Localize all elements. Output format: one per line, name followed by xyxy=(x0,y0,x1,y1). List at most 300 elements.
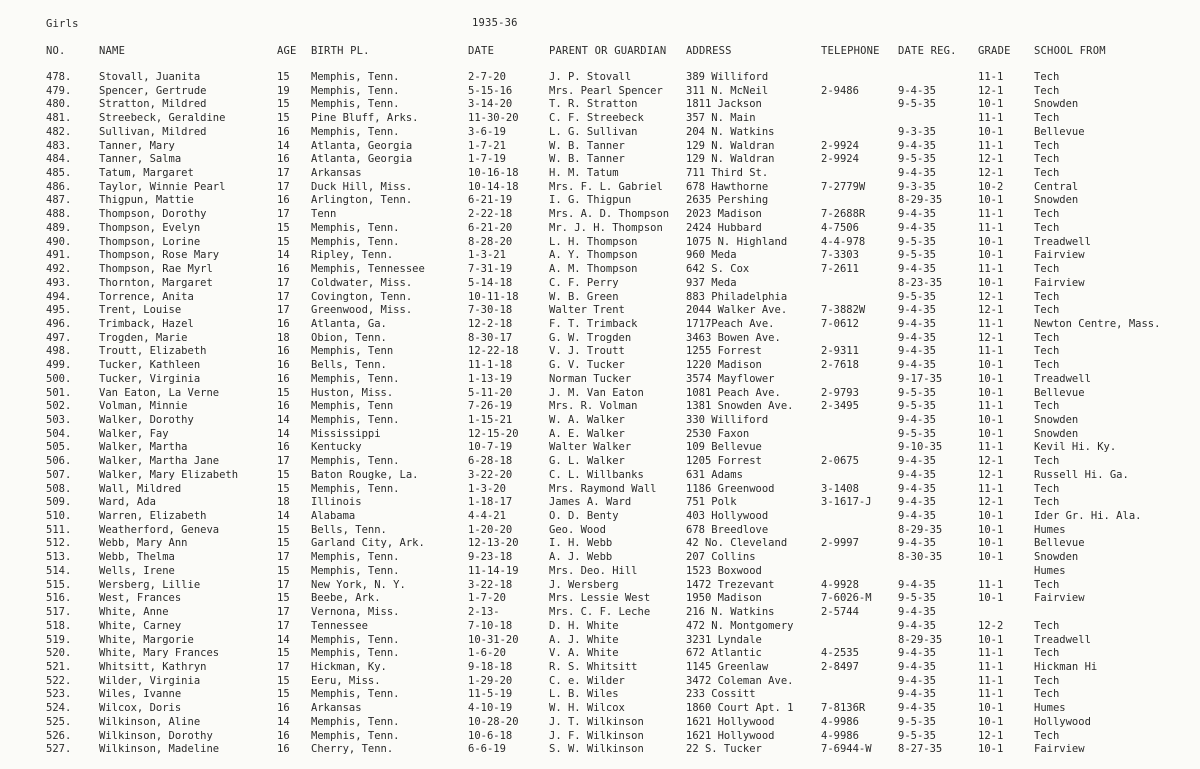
address: 2530 Faxon xyxy=(686,427,750,440)
address: 883 Philadelphia xyxy=(686,290,788,303)
student-age: 17 xyxy=(277,455,290,468)
row-number: 515. xyxy=(46,578,72,591)
student-name: West, Frances xyxy=(99,592,182,605)
row-number: 495. xyxy=(46,304,72,317)
parent-guardian: A. J. Webb xyxy=(549,551,613,564)
date-registered: 9-4-35 xyxy=(898,345,936,358)
school-from: Fairview xyxy=(1034,276,1085,289)
student-name: Taylor, Winnie Pearl xyxy=(99,180,226,193)
student-name: Troutt, Elizabeth xyxy=(99,345,207,358)
table-row xyxy=(0,85,1200,99)
student-age: 18 xyxy=(277,331,290,344)
table-row xyxy=(0,661,1200,675)
date-registered: 8-29-35 xyxy=(898,633,943,646)
col-age-header: AGE xyxy=(277,45,297,57)
parent-guardian: C. e. Wilder xyxy=(549,674,625,687)
date-registered: 9-5-35 xyxy=(898,427,936,440)
student-age: 14 xyxy=(277,139,290,152)
parent-guardian: I. G. Thigpun xyxy=(549,194,632,207)
row-number: 516. xyxy=(46,592,72,605)
row-number: 486. xyxy=(46,180,72,193)
birth-date: 7-26-19 xyxy=(468,400,513,413)
date-registered: 9-4-35 xyxy=(898,139,936,152)
col-name-header: NAME xyxy=(99,45,126,57)
birth-place: Memphis, Tenn. xyxy=(311,71,400,83)
student-age: 14 xyxy=(277,715,290,728)
address: 1205 Forrest xyxy=(686,455,762,468)
parent-guardian: R. S. Whitsitt xyxy=(549,660,638,673)
school-from: Treadwell xyxy=(1034,235,1091,248)
school-from: Tech xyxy=(1034,167,1060,180)
student-age: 15 xyxy=(277,482,290,495)
table-row xyxy=(0,98,1200,112)
table-row xyxy=(0,208,1200,222)
birth-date: 11-14-19 xyxy=(468,564,519,577)
parent-guardian: D. H. White xyxy=(549,619,619,632)
student-age: 15 xyxy=(277,235,290,248)
birth-place: Eeru, Miss. xyxy=(311,674,381,687)
parent-guardian: Walter Trent xyxy=(549,304,625,317)
student-name: Stratton, Mildred xyxy=(99,98,207,111)
grade: 10-1 xyxy=(978,427,1004,440)
telephone: 3-1617-J xyxy=(821,496,872,509)
date-registered: 9-4-35 xyxy=(898,578,936,591)
address: 960 Meda xyxy=(686,249,737,262)
student-age: 15 xyxy=(277,647,290,660)
birth-date: 7-30-18 xyxy=(468,304,513,317)
date-registered: 9-4-35 xyxy=(898,702,936,715)
birth-date: 9-18-18 xyxy=(468,660,513,673)
birth-date: 1-3-20 xyxy=(468,482,506,495)
student-age: 16 xyxy=(277,702,290,715)
date-registered: 9-5-35 xyxy=(898,386,936,399)
school-from: Tech xyxy=(1034,139,1060,152)
table-row xyxy=(0,71,1200,85)
school-from: Snowden xyxy=(1034,194,1079,207)
grade: 11-1 xyxy=(978,441,1004,454)
grade: 10-1 xyxy=(978,414,1004,426)
parent-guardian: T. R. Stratton xyxy=(549,98,638,111)
birth-date: 1-6-20 xyxy=(468,647,506,660)
school-from: Snowden xyxy=(1034,551,1079,564)
address: 1075 N. Highland xyxy=(686,235,788,248)
table-row xyxy=(0,373,1200,387)
col-grade-header: GRADE xyxy=(978,45,1011,57)
row-number: 493. xyxy=(46,276,72,289)
grade: 11-1 xyxy=(978,139,1004,152)
birth-date: 2-22-18 xyxy=(468,208,513,221)
grade: 10-1 xyxy=(978,702,1004,715)
school-from: Humes xyxy=(1034,564,1066,577)
table-row xyxy=(0,126,1200,140)
table-row xyxy=(0,730,1200,744)
birth-date: 1-20-20 xyxy=(468,523,513,536)
address: 937 Meda xyxy=(686,276,737,289)
birth-place: Atlanta, Ga. xyxy=(311,317,387,330)
parent-guardian: W. B. Tanner xyxy=(549,139,625,152)
table-row xyxy=(0,606,1200,620)
school-from: Tech xyxy=(1034,208,1060,221)
birth-date: 7-10-18 xyxy=(468,619,513,632)
birth-date: 1-13-19 xyxy=(468,372,513,385)
student-age: 14 xyxy=(277,510,290,523)
grade: 11-1 xyxy=(978,221,1004,234)
address: 711 Third St. xyxy=(686,167,769,180)
parent-guardian: W. B. Tanner xyxy=(549,153,625,166)
school-from: Tech xyxy=(1034,71,1060,83)
row-number: 491. xyxy=(46,249,72,262)
grade: 10-1 xyxy=(978,743,1004,756)
parent-guardian: Mrs. Raymond Wall xyxy=(549,482,657,495)
address: 751 Polk xyxy=(686,496,737,509)
address: 403 Hollywood xyxy=(686,510,769,523)
school-from: Tech xyxy=(1034,263,1060,276)
telephone: 7-3882W xyxy=(821,304,866,317)
student-name: Thompson, Rose Mary xyxy=(99,249,220,262)
student-age: 15 xyxy=(277,564,290,577)
date-registered: 9-5-35 xyxy=(898,153,936,166)
row-number: 497. xyxy=(46,331,72,344)
birth-date: 4-10-19 xyxy=(468,702,513,715)
school-from: Hickman Hi xyxy=(1034,660,1098,673)
grade: 10-1 xyxy=(978,510,1004,523)
student-name: Webb, Mary Ann xyxy=(99,537,188,550)
address: 1472 Trezevant xyxy=(686,578,775,591)
school-from: Ider Gr. Hi. Ala. xyxy=(1034,510,1142,523)
row-number: 490. xyxy=(46,235,72,248)
row-number: 494. xyxy=(46,290,72,303)
student-name: Weatherford, Geneva xyxy=(99,523,220,536)
student-name: White, Carney xyxy=(99,619,182,632)
student-name: Van Eaton, La Verne xyxy=(99,386,220,399)
table-row xyxy=(0,249,1200,263)
student-name: Wilkinson, Madeline xyxy=(99,743,220,756)
table-row xyxy=(0,222,1200,236)
student-age: 18 xyxy=(277,496,290,509)
student-name: Wersberg, Lillie xyxy=(99,578,201,591)
address: 389 Williford xyxy=(686,71,769,83)
address: 3472 Coleman Ave. xyxy=(686,674,794,687)
grade: 12-1 xyxy=(978,167,1004,180)
student-age: 15 xyxy=(277,674,290,687)
row-number: 500. xyxy=(46,372,72,385)
table-row xyxy=(0,510,1200,524)
student-name: Walker, Mary Elizabeth xyxy=(99,468,239,481)
parent-guardian: L. G. Sullivan xyxy=(549,125,638,138)
grade: 10-1 xyxy=(978,359,1004,372)
telephone: 2-0675 xyxy=(821,455,859,468)
birth-place: Pine Bluff, Arks. xyxy=(311,112,419,125)
grade: 11-1 xyxy=(978,208,1004,221)
grade: 11-1 xyxy=(978,688,1004,701)
birth-date: 11-1-18 xyxy=(468,359,513,372)
telephone: 2-9486 xyxy=(821,84,859,97)
student-age: 17 xyxy=(277,304,290,317)
grade: 11-1 xyxy=(978,578,1004,591)
telephone: 2-9997 xyxy=(821,537,859,550)
date-registered: 8-29-35 xyxy=(898,523,943,536)
student-age: 17 xyxy=(277,606,290,619)
date-registered: 9-4-35 xyxy=(898,414,936,426)
student-age: 16 xyxy=(277,400,290,413)
birth-date: 3-22-20 xyxy=(468,468,513,481)
parent-guardian: C. L. Willbanks xyxy=(549,468,644,481)
telephone: 4-9986 xyxy=(821,729,859,742)
row-number: 514. xyxy=(46,564,72,577)
table-row xyxy=(0,318,1200,332)
student-name: Walker, Dorothy xyxy=(99,414,194,426)
col-school-from-header: SCHOOL FROM xyxy=(1034,45,1106,57)
address: 2044 Walker Ave. xyxy=(686,304,788,317)
birth-place: Memphis, Tenn. xyxy=(311,482,400,495)
parent-guardian: Mr. J. H. Thompson xyxy=(549,221,663,234)
parent-guardian: J. M. Van Eaton xyxy=(549,386,644,399)
row-number: 489. xyxy=(46,221,72,234)
telephone: 7-3303 xyxy=(821,249,859,262)
student-age: 15 xyxy=(277,592,290,605)
birth-place: Memphis, Tenn. xyxy=(311,715,400,728)
parent-guardian: Walter Walker xyxy=(549,441,632,454)
row-number: 505. xyxy=(46,441,72,454)
telephone: 2-9924 xyxy=(821,139,859,152)
student-name: White, Mary Frances xyxy=(99,647,220,660)
address: 672 Atlantic xyxy=(686,647,762,660)
birth-place: Baton Rougke, La. xyxy=(311,468,419,481)
date-registered: 9-4-35 xyxy=(898,496,936,509)
school-year: 1935-36 xyxy=(472,17,518,29)
birth-date: 10-14-18 xyxy=(468,180,519,193)
table-row xyxy=(0,112,1200,126)
birth-date: 12-22-18 xyxy=(468,345,519,358)
table-row xyxy=(0,387,1200,401)
table-row xyxy=(0,483,1200,497)
parent-guardian: Mrs. F. L. Gabriel xyxy=(549,180,663,193)
date-registered: 9-4-35 xyxy=(898,263,936,276)
birth-date: 12-13-20 xyxy=(468,537,519,550)
row-number: 509. xyxy=(46,496,72,509)
address: 472 N. Montgomery xyxy=(686,619,794,632)
student-name: Trent, Louise xyxy=(99,304,182,317)
parent-guardian: C. F. Streebeck xyxy=(549,112,644,125)
date-registered: 9-10-35 xyxy=(898,441,943,454)
row-number: 518. xyxy=(46,619,72,632)
student-age: 16 xyxy=(277,153,290,166)
row-number: 506. xyxy=(46,455,72,468)
student-age: 17 xyxy=(277,276,290,289)
birth-date: 1-3-21 xyxy=(468,249,506,262)
parent-guardian: G. W. Trogden xyxy=(549,331,632,344)
grade: 12-1 xyxy=(978,84,1004,97)
student-name: Spencer, Gertrude xyxy=(99,84,207,97)
address: 207 Collins xyxy=(686,551,756,564)
birth-date: 6-6-19 xyxy=(468,743,506,756)
date-registered: 9-5-35 xyxy=(898,249,936,262)
grade: 10-1 xyxy=(978,715,1004,728)
birth-date: 1-7-19 xyxy=(468,153,506,166)
parent-guardian: G. V. Tucker xyxy=(549,359,625,372)
birth-place: Memphis, Tenn. xyxy=(311,688,400,701)
birth-date: 10-11-18 xyxy=(468,290,519,303)
school-from: Fairview xyxy=(1034,249,1085,262)
birth-date: 11-5-19 xyxy=(468,688,513,701)
row-number: 485. xyxy=(46,167,72,180)
parent-guardian: L. B. Wiles xyxy=(549,688,619,701)
parent-guardian: J. Wersberg xyxy=(549,578,619,591)
row-number: 513. xyxy=(46,551,72,564)
table-row xyxy=(0,414,1200,428)
student-age: 16 xyxy=(277,359,290,372)
row-number: 502. xyxy=(46,400,72,413)
birth-date: 10-7-19 xyxy=(468,441,513,454)
col-no-header: NO. xyxy=(46,45,66,57)
table-row xyxy=(0,140,1200,154)
birth-place: Illinois xyxy=(311,496,362,509)
birth-place: Memphis, Tenn. xyxy=(311,372,400,385)
address: 129 N. Waldran xyxy=(686,153,775,166)
grade: 11-1 xyxy=(978,71,1004,83)
school-from: Snowden xyxy=(1034,414,1079,426)
row-number: 488. xyxy=(46,208,72,221)
birth-place: Memphis, Tenn. xyxy=(311,98,400,111)
birth-date: 1-29-20 xyxy=(468,674,513,687)
birth-date: 1-18-17 xyxy=(468,496,513,509)
table-row xyxy=(0,716,1200,730)
school-from: Bellevue xyxy=(1034,537,1085,550)
student-age: 17 xyxy=(277,660,290,673)
student-age: 17 xyxy=(277,290,290,303)
address: 1860 Court Apt. 1 xyxy=(686,702,794,715)
birth-date: 10-6-18 xyxy=(468,729,513,742)
address: 1950 Madison xyxy=(686,592,762,605)
telephone: 7-2779W xyxy=(821,180,866,193)
birth-date: 6-21-20 xyxy=(468,221,513,234)
school-from: Humes xyxy=(1034,702,1066,715)
telephone: 4-9986 xyxy=(821,715,859,728)
address: 1717Peach Ave. xyxy=(686,317,775,330)
school-from: Bellevue xyxy=(1034,386,1085,399)
school-from: Hollywood xyxy=(1034,715,1091,728)
telephone: 4-4-978 xyxy=(821,235,866,248)
address: 2424 Hubbard xyxy=(686,221,762,234)
parent-guardian: L. H. Thompson xyxy=(549,235,638,248)
birth-place: Memphis, Tenn. xyxy=(311,455,400,468)
birth-place: Vernona, Miss. xyxy=(311,606,400,619)
address: 642 S. Cox xyxy=(686,263,750,276)
birth-place: Greenwood, Miss. xyxy=(311,304,413,317)
student-age: 14 xyxy=(277,633,290,646)
grade: 12-1 xyxy=(978,304,1004,317)
birth-date: 5-15-16 xyxy=(468,84,513,97)
row-number: 512. xyxy=(46,537,72,550)
parent-guardian: Mrs. Deo. Hill xyxy=(549,564,638,577)
school-from: Fairview xyxy=(1034,743,1085,756)
school-from: Tech xyxy=(1034,359,1060,372)
birth-place: Arkansas xyxy=(311,702,362,715)
date-registered: 9-5-35 xyxy=(898,729,936,742)
grade: 10-1 xyxy=(978,592,1004,605)
row-number: 499. xyxy=(46,359,72,372)
row-number: 479. xyxy=(46,84,72,97)
grade: 11-1 xyxy=(978,263,1004,276)
student-name: Warren, Elizabeth xyxy=(99,510,207,523)
parent-guardian: H. M. Tatum xyxy=(549,167,619,180)
birth-date: 5-11-20 xyxy=(468,386,513,399)
row-number: 524. xyxy=(46,702,72,715)
table-row xyxy=(0,743,1200,757)
birth-date: 1-7-21 xyxy=(468,139,506,152)
telephone: 4-7506 xyxy=(821,221,859,234)
row-number: 478. xyxy=(46,71,72,83)
grade: 12-1 xyxy=(978,290,1004,303)
telephone: 4-2535 xyxy=(821,647,859,660)
col-telephone-header: TELEPHONE xyxy=(821,45,880,57)
telephone: 2-9793 xyxy=(821,386,859,399)
parent-guardian: J. F. Wilkinson xyxy=(549,729,644,742)
date-registered: 9-4-35 xyxy=(898,221,936,234)
birth-place: Memphis, Tenn xyxy=(311,400,394,413)
table-row xyxy=(0,181,1200,195)
school-from: Tech xyxy=(1034,729,1060,742)
grade: 12-1 xyxy=(978,455,1004,468)
date-registered: 9-4-35 xyxy=(898,167,936,180)
date-registered: 9-4-35 xyxy=(898,606,936,619)
grade: 10-1 xyxy=(978,372,1004,385)
birth-date: 7-31-19 xyxy=(468,263,513,276)
row-number: 522. xyxy=(46,674,72,687)
grade: 10-1 xyxy=(978,386,1004,399)
school-from: Tech xyxy=(1034,290,1060,303)
table-row xyxy=(0,675,1200,689)
student-name: Wiles, Ivanne xyxy=(99,688,182,701)
table-row xyxy=(0,688,1200,702)
address: 1081 Peach Ave. xyxy=(686,386,781,399)
row-number: 525. xyxy=(46,715,72,728)
school-from: Tech xyxy=(1034,112,1060,125)
table-row xyxy=(0,400,1200,414)
address: 311 N. McNeil xyxy=(686,84,769,97)
student-name: Thigpun, Mattie xyxy=(99,194,194,207)
student-age: 16 xyxy=(277,263,290,276)
row-number: 480. xyxy=(46,98,72,111)
student-age: 16 xyxy=(277,194,290,207)
telephone: 2-7618 xyxy=(821,359,859,372)
birth-date: 2-7-20 xyxy=(468,71,506,83)
parent-guardian: J. P. Stovall xyxy=(549,71,632,83)
birth-place: Duck Hill, Miss. xyxy=(311,180,413,193)
row-number: 526. xyxy=(46,729,72,742)
table-row xyxy=(0,524,1200,538)
row-number: 492. xyxy=(46,263,72,276)
birth-place: Tennessee xyxy=(311,619,368,632)
address: 1220 Madison xyxy=(686,359,762,372)
grade: 11-1 xyxy=(978,674,1004,687)
grade: 10-1 xyxy=(978,235,1004,248)
date-registered: 8-29-35 xyxy=(898,194,943,207)
student-age: 19 xyxy=(277,84,290,97)
grade: 11-1 xyxy=(978,660,1004,673)
school-from: Tech xyxy=(1034,331,1060,344)
table-row xyxy=(0,428,1200,442)
parent-guardian: A. J. White xyxy=(549,633,619,646)
birth-place: Atlanta, Georgia xyxy=(311,139,413,152)
birth-place: Memphis, Tenn xyxy=(311,345,394,358)
student-age: 16 xyxy=(277,743,290,756)
date-registered: 8-27-35 xyxy=(898,743,943,756)
address: 3231 Lyndale xyxy=(686,633,762,646)
row-number: 521. xyxy=(46,660,72,673)
school-from: Tech xyxy=(1034,688,1060,701)
student-age: 15 xyxy=(277,112,290,125)
